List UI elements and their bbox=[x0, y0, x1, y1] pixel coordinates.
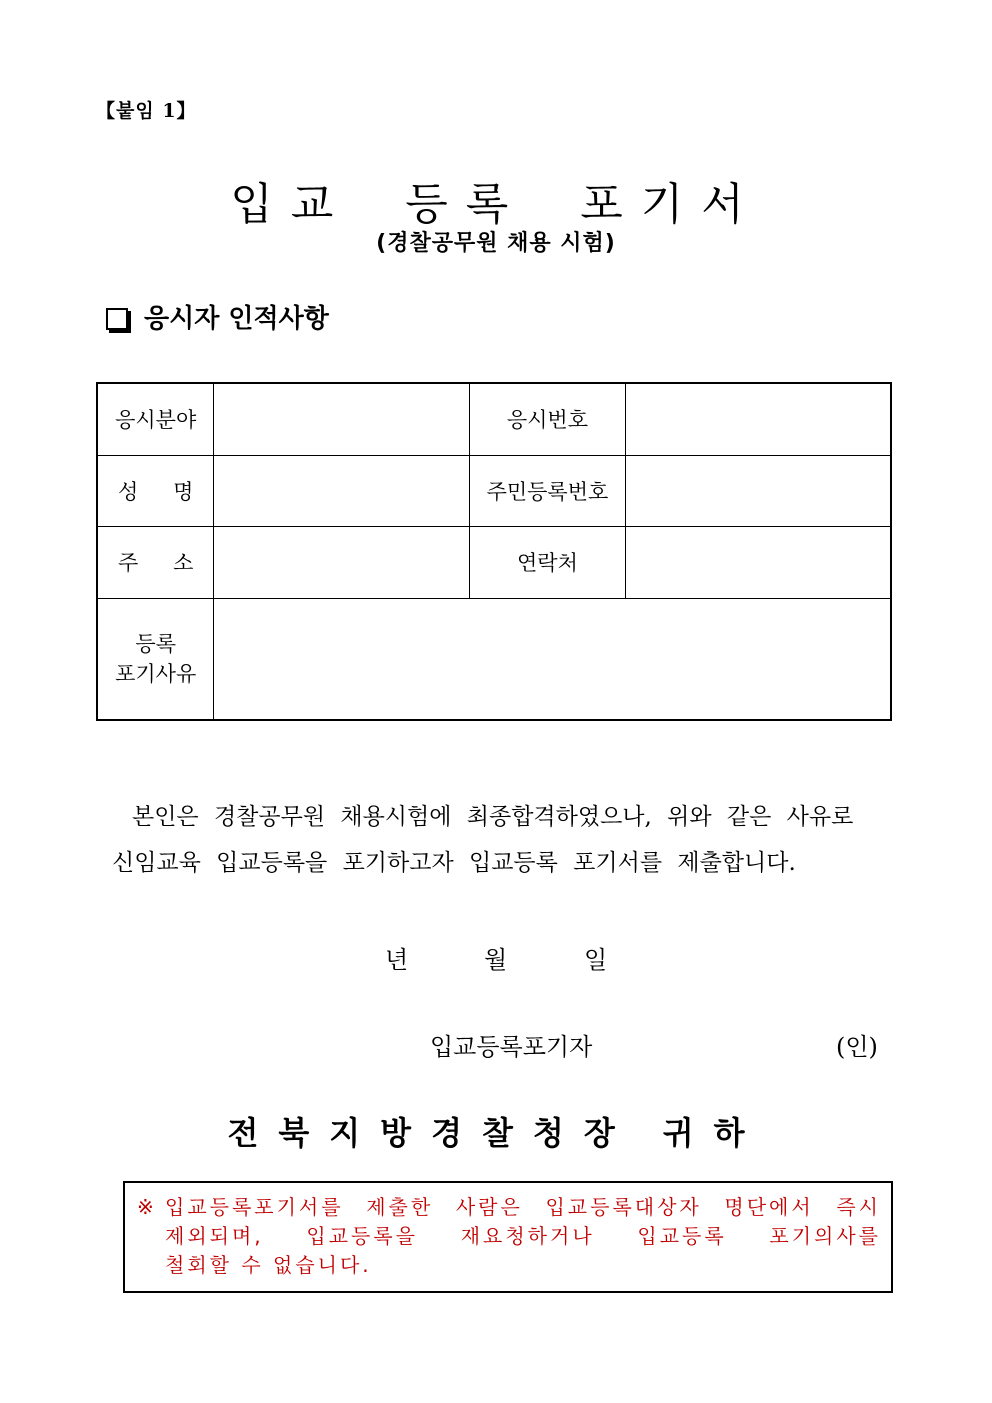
date-day-label: 일 bbox=[584, 946, 608, 974]
contact-value[interactable] bbox=[626, 526, 891, 598]
notice-line-3: 철회할 수 없습니다. bbox=[165, 1253, 372, 1277]
document-subtitle: (경찰공무원 채용 시험) bbox=[376, 231, 616, 256]
date-year-label: 년 bbox=[385, 946, 409, 974]
resident-number-value[interactable] bbox=[626, 455, 891, 526]
document-title: 입교 등록 포기서 bbox=[230, 179, 762, 230]
seal-label: (인) bbox=[836, 1033, 878, 1061]
address-label bbox=[97, 526, 214, 598]
contact-label: 연락처 bbox=[469, 526, 626, 598]
address-value[interactable] bbox=[214, 526, 469, 598]
statement-line-1: 본인은 경찰공무원 채용시험에 최종합격하였으나, 위와 같은 사유로 bbox=[132, 804, 854, 830]
name-label-char1: 성 bbox=[118, 479, 139, 504]
applicant-info-table bbox=[96, 382, 892, 721]
exam-field-label: 응시분야 bbox=[97, 383, 214, 455]
reference-mark-icon: ※ bbox=[137, 1195, 154, 1219]
address-label-char2: 소 bbox=[173, 551, 194, 575]
date-month-label: 월 bbox=[484, 946, 508, 974]
statement-paragraph bbox=[112, 794, 902, 886]
recipient-line bbox=[0, 1108, 992, 1154]
recipient-org: 전북지방경찰청장 bbox=[227, 1114, 635, 1152]
section-heading bbox=[106, 298, 329, 335]
statement-line-2: 신임교육 입교등록을 포기하고자 입교등록 포기서를 제출합니다. bbox=[112, 850, 796, 876]
address-label-char1: 주 bbox=[118, 551, 139, 575]
withdrawal-reason-value[interactable] bbox=[214, 598, 891, 720]
checkbox-icon bbox=[106, 308, 128, 330]
resident-number-label: 주민등록번호 bbox=[469, 455, 626, 526]
name-value[interactable] bbox=[214, 455, 469, 526]
withdrawal-reason-label-line1: 등록 bbox=[135, 631, 176, 656]
exam-number-value[interactable] bbox=[626, 383, 891, 455]
exam-field-value[interactable] bbox=[214, 383, 469, 455]
notice-line-1: 입교등록포기서를 제출한 사람은 입교등록대상자 명단에서 즉시 bbox=[165, 1195, 881, 1219]
signer-label: 입교등록포기자 bbox=[430, 1033, 593, 1061]
name-label-char2: 명 bbox=[173, 479, 194, 504]
name-label bbox=[97, 455, 214, 526]
withdrawal-reason-label-line2: 포기사유 bbox=[115, 661, 197, 686]
exam-number-label: 응시번호 bbox=[469, 383, 626, 455]
section-heading-text: 응시자 인적사항 bbox=[144, 304, 329, 334]
notice-box bbox=[123, 1181, 893, 1293]
notice-line-2: 제외되며, 입교등록을 재요청하거나 입교등록 포기의사를 bbox=[165, 1224, 881, 1248]
attachment-label: 【붙임 1】 bbox=[96, 100, 197, 122]
recipient-suffix: 귀하 bbox=[662, 1114, 765, 1152]
withdrawal-reason-label bbox=[97, 598, 214, 720]
